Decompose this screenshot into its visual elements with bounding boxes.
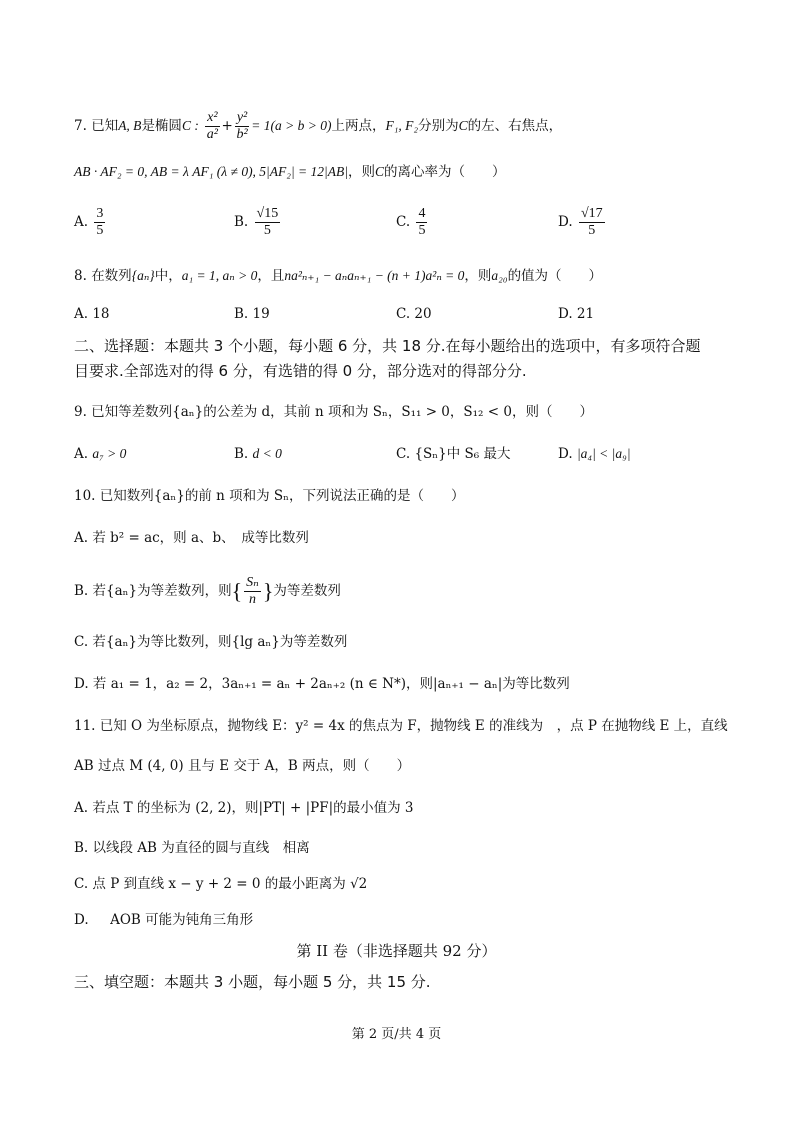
q7-text: 是椭圆 xyxy=(141,118,182,134)
q9-option-a[interactable]: A. a₇ > 0 xyxy=(74,446,127,462)
vector-conditions: AB · AF₂ = 0, AB = λ AF₁ (λ ≠ 0), 5|AF₂| = 12|AB| xyxy=(74,164,348,179)
q11-option-d[interactable]: D. AOB 可能为钝角三角形 xyxy=(74,912,254,928)
q7-option-b[interactable]: B. $\frac{√15}{5}$ xyxy=(234,206,279,238)
plus-sign: + xyxy=(221,118,233,134)
q7-text: 分别为 xyxy=(418,118,459,134)
q8-option-b[interactable]: B. 19 xyxy=(234,306,270,322)
x-fraction: $\frac{\text{x²}}{\text{a²}}$ xyxy=(206,110,218,142)
q7-question: 的离心率为（ ） xyxy=(383,164,506,180)
q8-option-d[interactable]: D. 21 xyxy=(558,306,595,322)
q7-option-c[interactable]: C. $\frac{4}{5}$ xyxy=(396,206,426,238)
q7-text: 的左、右焦点， xyxy=(467,118,563,134)
q7-number: 7. xyxy=(74,118,87,134)
q7-text: 上两点， xyxy=(331,118,386,134)
section2-line1: 二、选择题：本题共 3 个小题，每小题 6 分，共 18 分.在每小题给出的选项中，有多项符合题 xyxy=(74,337,701,355)
q9-option-d[interactable]: D. |a₄| < |a₉| xyxy=(558,446,631,462)
q11-stem-line1: 11. 已知 O 为坐标原点，抛物线 E：y² = 4x 的焦点为 F，抛物线 E 的准线为 ，点 P 在抛物线 E 上，直线 xyxy=(74,718,728,734)
q9-option-c[interactable]: C. {Sₙ}中 S₆ 最大 xyxy=(396,446,511,462)
q7-stem-line2 xyxy=(74,162,733,182)
q8-option-c[interactable]: C. 20 xyxy=(396,306,432,322)
q10-option-d[interactable]: D. 若 a₁ = 1，a₂ = 2，3aₙ₊₁ = aₙ + 2aₙ₊₂ (n ∈ N*)，则|aₙ₊₁ − aₙ|为等比数列 xyxy=(74,676,570,692)
q7-text: 已知 xyxy=(91,118,119,134)
q10-option-c[interactable]: C. 若{aₙ}为等比数列，则{lg aₙ}为等差数列 xyxy=(74,634,348,650)
part2-title: 第 II 卷（非选择题共 92 分） xyxy=(296,942,497,960)
ellipse-symbol: C xyxy=(458,118,468,133)
recurrence-equation: na²ₙ₊₁ − aₙaₙ₊₁ − (n + 1)a²ₙ = 0 xyxy=(284,268,465,283)
q11-stem-line2: AB 过点 M (4, 0) 且与 E 交于 A，B 两点，则（ ） xyxy=(74,758,411,774)
section3-heading: 三、填空题：本题共 3 小题，每小题 5 分，共 15 分. xyxy=(74,973,431,991)
ellipse-symbol: C xyxy=(374,164,384,179)
section2-heading xyxy=(74,334,724,384)
sequence-symbol: {aₙ} xyxy=(131,268,155,283)
q10-stem: 10. 已知数列{aₙ}的前 n 项和为 Sₙ，下列说法正确的是（ ） xyxy=(74,488,465,504)
q9-option-b[interactable]: B. d < 0 xyxy=(234,446,282,462)
q10-option-b[interactable]: B. 若{aₙ}为等差数列，则{ $\frac{\text{Sₙ}}{n}$ }为等差数列 xyxy=(74,575,341,607)
q8-option-a[interactable]: A. 18 xyxy=(74,306,110,322)
q7-points: A, B xyxy=(118,118,142,133)
q7-option-d[interactable]: D. $\frac{√17}{5}$ xyxy=(558,206,603,238)
y-fraction: $\frac{\text{y²}}{\text{b²}}$ xyxy=(236,110,248,142)
q11-option-a[interactable]: A. 若点 T 的坐标为 (2, 2)，则|PT| + |PF|的最小值为 3 xyxy=(74,800,414,816)
q8-stem: 8. 在数列{aₙ}中，a₁ = 1, aₙ > 0，且na²ₙ₊₁ − aₙaₙ₊₁ − (n + 1)a²ₙ = 0，则a₂₀的值为（ ） xyxy=(74,268,603,284)
q9-stem: 9. 已知等差数列{aₙ}的公差为 d，其前 n 项和为 Sₙ，S₁₁ > 0，S₁₂ < 0，则（ ） xyxy=(74,404,593,420)
q10-option-a[interactable]: A. 若 b² = ac，则 a、b、 成等比数列 xyxy=(74,530,309,546)
q7-option-a[interactable]: A. $\frac{3}{5}$ xyxy=(74,206,104,238)
ellipse-condition: = 1(a > b > 0) xyxy=(251,118,332,133)
q7-text: ，则 xyxy=(347,164,375,180)
foci-labels: F₁, F₂ xyxy=(385,118,419,133)
q11-option-b[interactable]: B. 以线段 AB 为直径的圆与直线 相离 xyxy=(74,840,310,856)
section2-line2: 目要求.全部选对的得 6 分，有选错的得 0 分，部分选对的得部分分. xyxy=(74,362,527,380)
q7-stem-line1 xyxy=(74,110,733,142)
ellipse-label: C : xyxy=(181,118,199,133)
page-footer: 第 2 页/共 4 页 xyxy=(351,1027,442,1042)
q11-option-c[interactable]: C. 点 P 到直线 x − y + 2 = 0 的最小距离为 √2 xyxy=(74,876,368,892)
